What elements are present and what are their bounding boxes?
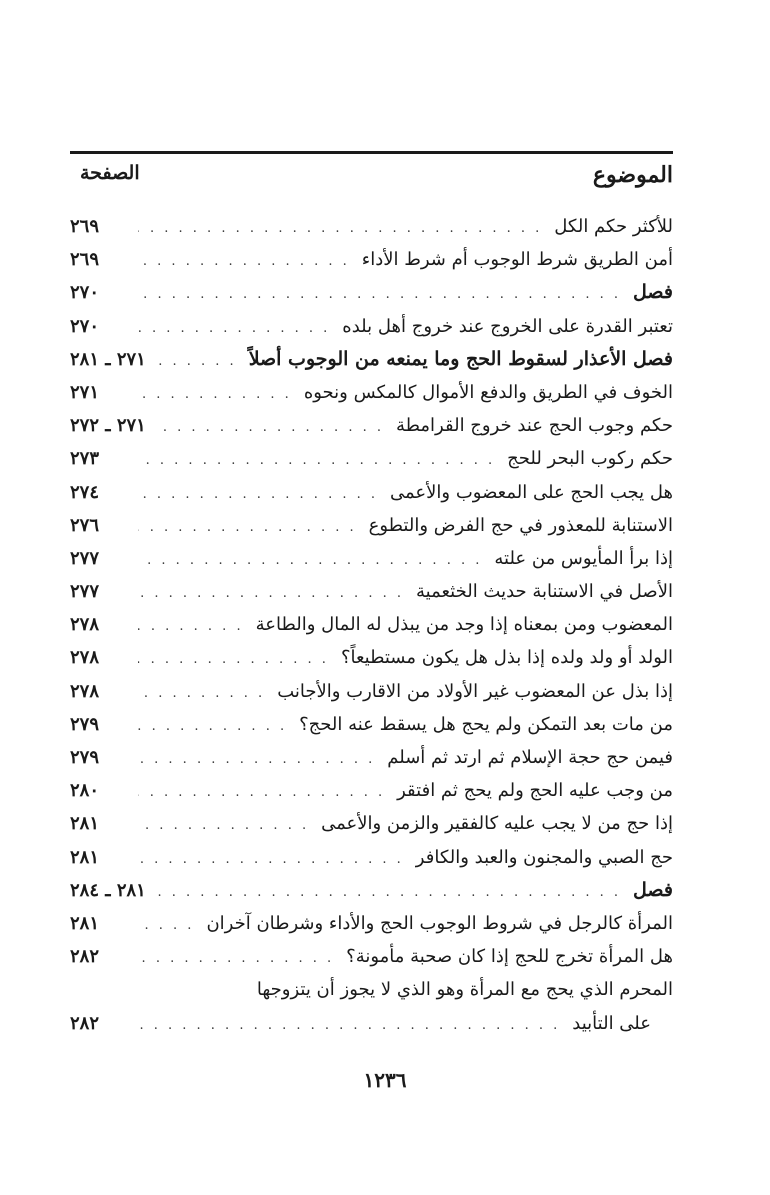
- toc-entry-title: الاستنابة للمعذور في حج الفرض والتطوع: [368, 514, 673, 536]
- leader-dots: [138, 444, 495, 477]
- toc-entry: [70, 575, 673, 608]
- toc-entry: [70, 608, 673, 641]
- toc-entry-page: ٢٧٠: [70, 282, 100, 304]
- toc-entry: [70, 509, 673, 542]
- toc-entry-title: المعضوب ومن بمعناه إذا وجد من يبذل له المال والطاعة: [255, 614, 673, 636]
- leader-dots: [138, 511, 357, 544]
- header-rule: [70, 151, 673, 154]
- toc-entry-page: ٢٨١ ـ ٢٨٤: [70, 879, 146, 901]
- toc-entry: [70, 310, 673, 343]
- leader-dots: [138, 478, 378, 511]
- toc-entry-page: ٢٧٨: [70, 680, 100, 702]
- leader-dots: [138, 942, 334, 975]
- leader-dots: [138, 743, 375, 776]
- toc-entry-title: من مات بعد التمكن ولم يحج هل يسقط عنه الحج؟: [299, 713, 673, 735]
- toc-entry-multiline: [70, 973, 673, 1039]
- toc-entry-page: ٢٧٠: [70, 315, 100, 337]
- leader-dots: [138, 909, 194, 942]
- toc-entry: [70, 343, 673, 376]
- toc-entry: [70, 376, 673, 409]
- toc-entry-page: ٢٧٧: [70, 547, 100, 569]
- subject-column-title: الموضوع: [592, 162, 673, 188]
- toc-entry-page: ٢٧٣: [70, 448, 100, 470]
- toc-entry-title: أمن الطريق شرط الوجوب أم شرط الأداء: [361, 249, 673, 271]
- toc-entry-page: ٢٨١: [70, 912, 100, 934]
- toc-entry: [70, 774, 673, 807]
- toc-entry-title: فيمن حج حجة الإسلام ثم ارتد ثم أسلم: [387, 747, 673, 768]
- toc-entry-page: ٢٧٨: [70, 614, 100, 636]
- toc-entry-title: المحرم الذي يحج مع المرأة وهو الذي لا يجوز أن يتزوجها: [256, 979, 673, 1001]
- toc-entry-page: ٢٧٧: [70, 581, 100, 603]
- toc-entry-page: ٢٧٩: [70, 713, 100, 735]
- toc-entry: [70, 874, 673, 907]
- toc-entry-page: ٢٧١ ـ ٢٨١: [70, 348, 146, 370]
- toc-entry-page: ٢٧٤: [70, 481, 100, 503]
- leader-dots: [138, 544, 482, 577]
- toc-entry: [70, 276, 673, 309]
- toc-entry: [70, 675, 673, 708]
- toc-entry-page: ٢٧٩: [70, 747, 100, 768]
- table-of-contents: [70, 210, 673, 1040]
- toc-entry-title: حكم وجوب الحج عند خروج القرامطة: [395, 415, 673, 437]
- leader-dots: [138, 843, 404, 876]
- leader-dots: [138, 577, 404, 610]
- leader-dots: [138, 809, 309, 842]
- toc-entry-title: إذا برأ المأيوس من علته: [494, 547, 673, 569]
- toc-entry-title: إذا بذل عن المعضوب غير الأولاد من الاقارب والأجانب: [277, 680, 673, 702]
- leader-dots: [138, 312, 330, 345]
- toc-entry-page: ٢٧١: [70, 381, 100, 403]
- toc-entry-page: ٢٨٠: [70, 780, 100, 802]
- toc-entry: [70, 210, 673, 243]
- toc-header: [70, 158, 673, 194]
- leader-dots: [156, 345, 237, 378]
- toc-entry-title: تعتبر القدرة على الخروج عند خروج أهل بلده: [342, 315, 673, 337]
- toc-entry-title: حج الصبي والمجنون والعبد والكافر: [415, 846, 673, 868]
- toc-entry: [70, 442, 673, 475]
- page-number: ١٢٣٦: [363, 1068, 407, 1092]
- leader-dots: [138, 278, 621, 311]
- leader-dots: [156, 411, 384, 444]
- toc-entry-title: إذا حج من لا يجب عليه كالفقير والزمن والأعمى: [321, 813, 673, 835]
- toc-entry: [70, 476, 673, 509]
- toc-entry-title: هل المرأة تخرج للحج إذا كان صحبة مأمونة؟: [346, 946, 673, 968]
- toc-entry: [70, 741, 673, 774]
- leader-dots: [138, 677, 265, 710]
- toc-entry-title: فصل: [633, 281, 673, 304]
- toc-entry-title: الولد أو ولد ولده إذا بذل هل يكون مستطيعاً؟: [340, 647, 673, 669]
- toc-entry: [70, 907, 673, 940]
- leader-dots: [138, 378, 292, 411]
- toc-entry-title: فصل الأعذار لسقوط الحج وما يمنعه من الوجوب أصلاً: [248, 347, 673, 370]
- page-column-title: الصفحة: [80, 162, 140, 184]
- toc-entry-title-continuation: على التأبيد: [572, 1012, 651, 1034]
- toc-entry-page: ٢٨٢: [70, 1012, 100, 1034]
- toc-entry: [70, 841, 673, 874]
- leader-dots: [156, 876, 621, 909]
- toc-entry-page: ٢٨١: [70, 813, 100, 835]
- leader-dots: [138, 610, 244, 643]
- toc-entry-page: ٢٧١ ـ ٢٧٢: [70, 415, 146, 437]
- toc-entry: [70, 708, 673, 741]
- toc-entry-page: ٢٦٩: [70, 216, 100, 237]
- leader-dots: [138, 245, 350, 278]
- leader-dots: [138, 710, 287, 743]
- toc-entry: [70, 409, 673, 442]
- toc-entry-page: ٢٧٨: [70, 647, 100, 669]
- toc-entry: [70, 243, 673, 276]
- toc-entry-title: هل يجب الحج على المعضوب والأعمى: [390, 481, 673, 503]
- toc-entry-title: حكم ركوب البحر للحج: [507, 448, 673, 470]
- toc-entry-title: الخوف في الطريق والدفع الأموال كالمكس ونحوه: [303, 381, 673, 403]
- toc-entry-title: من وجب عليه الحج ولم يحج ثم افتقر: [397, 780, 673, 802]
- toc-entry: [70, 542, 673, 575]
- toc-entry: [70, 641, 673, 674]
- leader-dots: [138, 776, 385, 809]
- toc-entry-title: الأصل في الاستنابة حديث الخثعمية: [415, 581, 673, 603]
- toc-entry-page: ٢٧٦: [70, 514, 100, 536]
- toc-entry-title: المرأة كالرجل في شروط الوجوب الحج والأداء وشرطان آخران: [206, 912, 673, 934]
- leader-dots: [138, 643, 329, 676]
- toc-entry-title: فصل: [633, 878, 673, 901]
- toc-entry-page: ٢٦٩: [70, 249, 100, 271]
- toc-entry: [70, 807, 673, 840]
- toc-entry: [70, 940, 673, 973]
- leader-dots: [138, 212, 542, 245]
- leader-dots: [138, 1009, 560, 1042]
- toc-entry-page: ٢٨٢: [70, 946, 100, 968]
- toc-entry-title: للأكثر حكم الكل: [554, 216, 673, 237]
- toc-entry-page: ٢٨١: [70, 846, 100, 868]
